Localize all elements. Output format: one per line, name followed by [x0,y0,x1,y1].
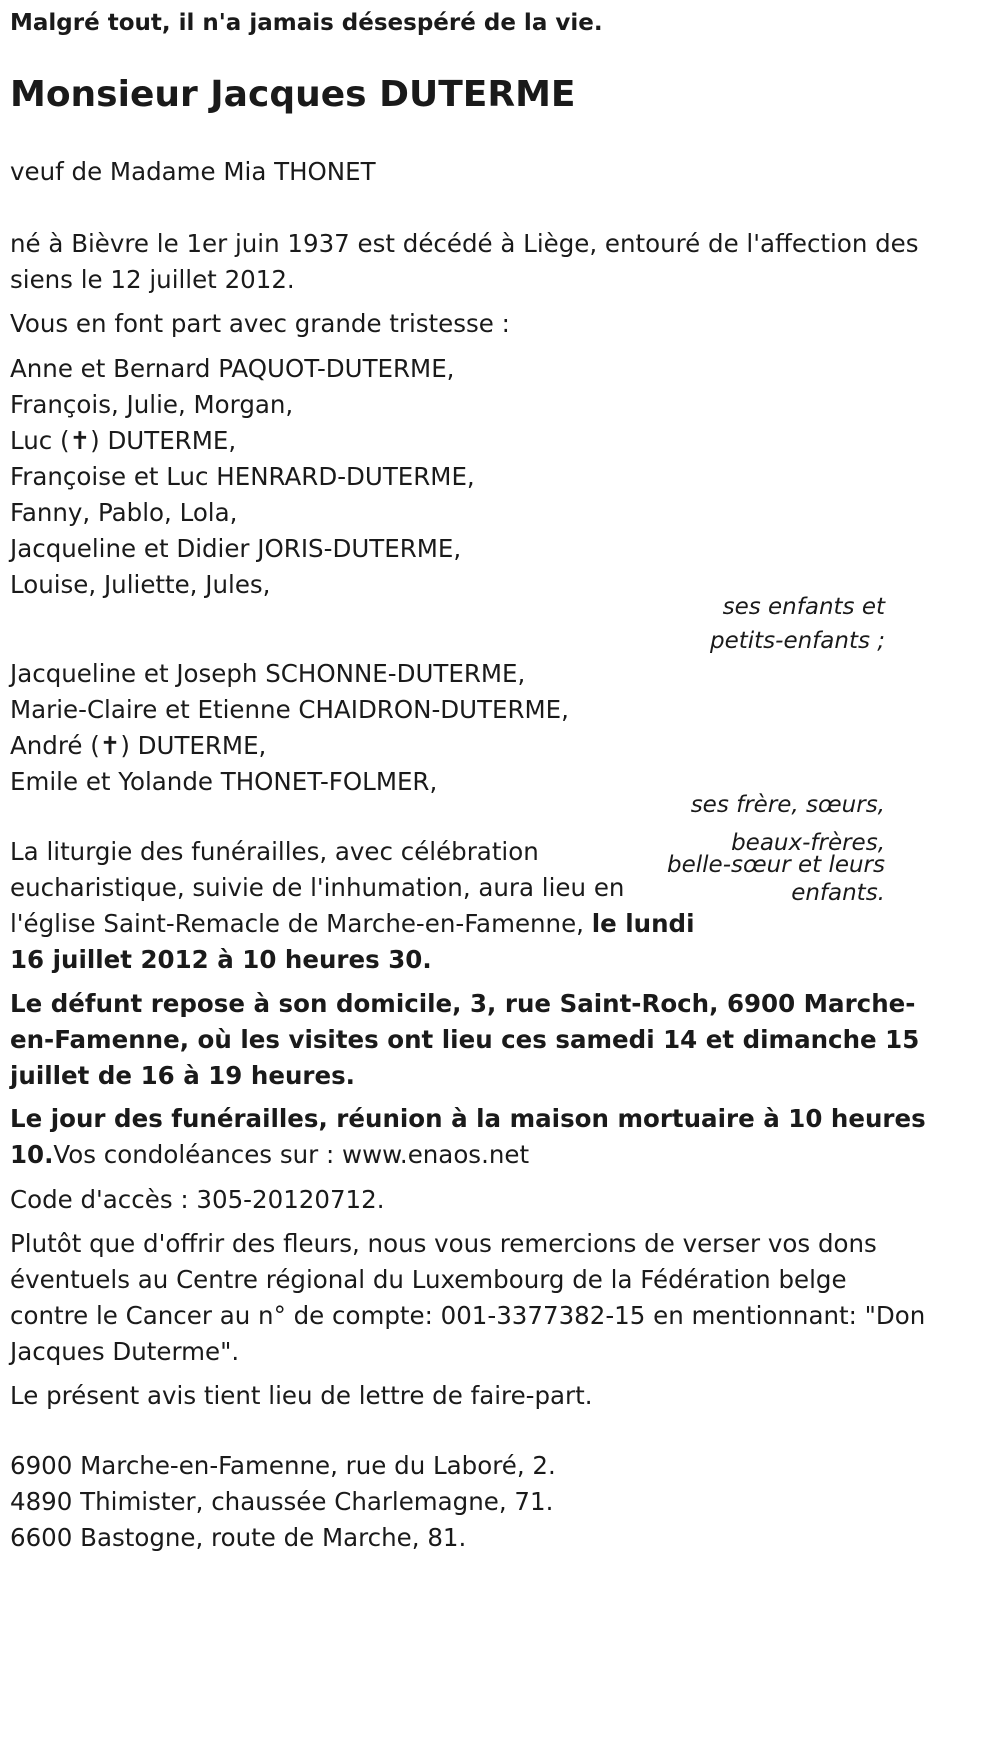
family-member: Marie-Claire et Etienne CHAIDRON-DUTERME, [10,695,569,724]
family-member: Luc (✝) DUTERME, [10,426,237,455]
family-member: Françoise et Luc HENRARD-DUTERME, [10,462,475,491]
birth-death-line-2: siens le 12 juillet 2012. [10,265,295,294]
family-member: André (✝) DUTERME, [10,731,267,760]
epigraph-quote: Malgré tout, il n'a jamais désespéré de la vie. [10,10,603,36]
family-member: Emile et Yolande THONET-FOLMER, [10,767,438,796]
family-member: Anne et Bernard PAQUOT-DUTERME, [10,354,455,383]
children-role-label: ses enfants et petits-enfants ; [709,594,885,654]
deceased-name: Monsieur Jacques DUTERME [10,74,576,115]
family-member: Jacqueline et Joseph SCHONNE-DUTERME, [10,659,526,688]
notice-line: Le présent avis tient lieu de lettre de faire-part. [10,1381,593,1410]
widower-line: veuf de Madame Mia THONET [10,157,376,186]
announcement-line: Vous en font part avec grande tristesse : [10,309,510,338]
address-item: 6900 Marche-en-Famenne, rue du Laboré, 2. [10,1451,556,1480]
birth-death-line-1: né à Bièvre le 1er juin 1937 est décédé à Liège, entouré de l'affection des [10,229,919,258]
family-member: François, Julie, Morgan, [10,390,294,419]
family-member: Louise, Juliette, Jules, [10,570,271,599]
siblings-role-label: ses frère, sœurs, beaux-frères, belle-sœur et leurs enfants. [667,792,885,906]
family-member: Jacqueline et Didier JORIS-DUTERME, [10,534,462,563]
address-item: 6600 Bastogne, route de Marche, 81. [10,1523,467,1552]
access-code: Code d'accès : 305-20120712. [10,1185,385,1214]
family-member: Fanny, Pablo, Lola, [10,498,238,527]
address-item: 4890 Thimister, chaussée Charlemagne, 71. [10,1487,554,1516]
